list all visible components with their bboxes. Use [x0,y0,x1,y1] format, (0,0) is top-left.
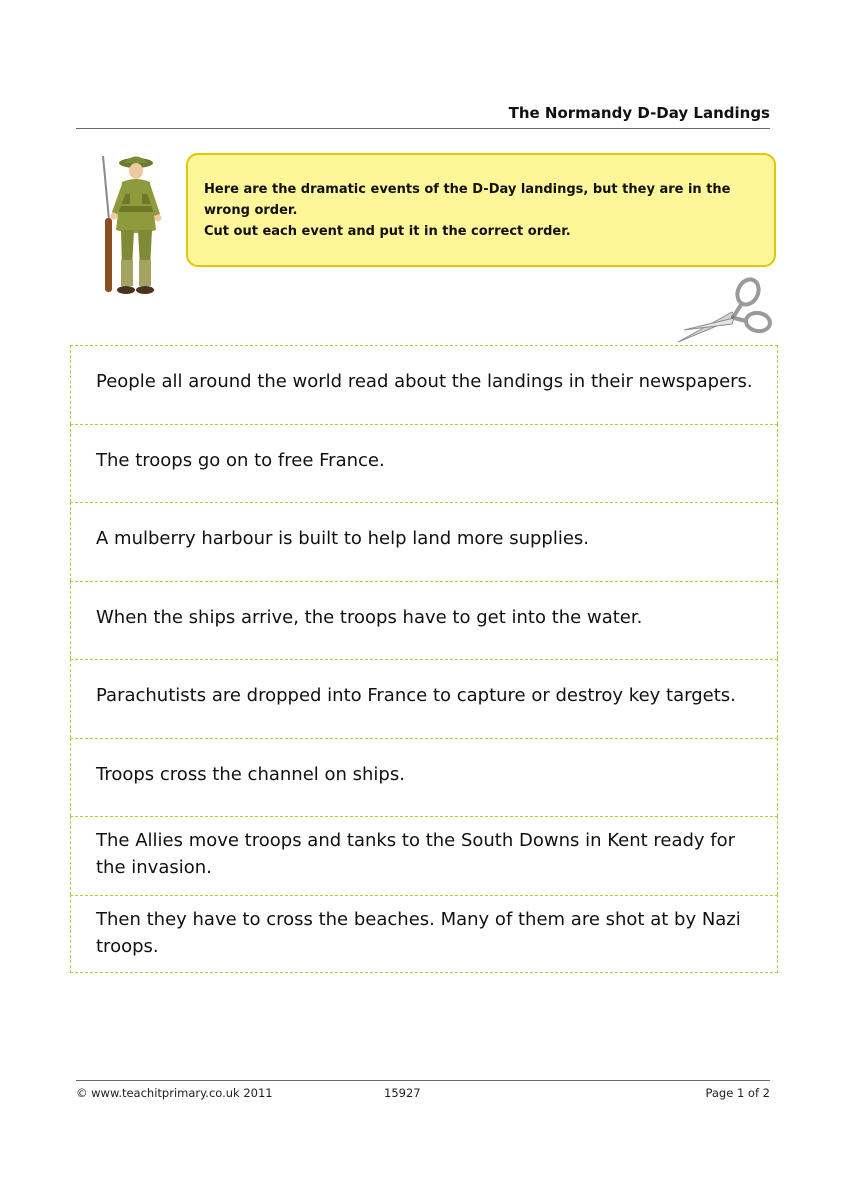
event-strip[interactable]: Parachutists are dropped into France to capture or destroy key targets. [70,659,778,738]
event-strip-list [70,345,778,973]
footer-copyright[interactable]: © www.teachitprimary.co.uk 2011 [76,1086,273,1100]
event-strip[interactable]: The troops go on to free France. [70,424,778,503]
event-strip[interactable]: Then they have to cross the beaches. Many of them are shot at by Nazi troops. [70,895,778,974]
event-strip[interactable]: People all around the world read about the landings in their newspapers. [70,345,778,424]
page-footer [76,1080,770,1100]
footer-reference: 15927 [384,1086,421,1100]
page-title: The Normandy D-Day Landings [508,104,770,122]
footer-page-number: Page 1 of 2 [705,1086,770,1100]
page-header [76,98,770,129]
scissors-icon [676,276,772,354]
instruction-box [186,153,776,267]
instruction-line-1: Here are the dramatic events of the D-Day landings, but they are in the wrong order. [204,182,731,218]
event-strip[interactable]: Troops cross the channel on ships. [70,738,778,817]
instruction-line-2: Cut out each event and put it in the correct order. [204,224,571,239]
event-strip[interactable]: The Allies move troops and tanks to the South Downs in Kent ready for the invasion. [70,816,778,895]
soldier-illustration [94,150,174,302]
event-strip[interactable]: A mulberry harbour is built to help land more supplies. [70,502,778,581]
event-strip[interactable]: When the ships arrive, the troops have to get into the water. [70,581,778,660]
